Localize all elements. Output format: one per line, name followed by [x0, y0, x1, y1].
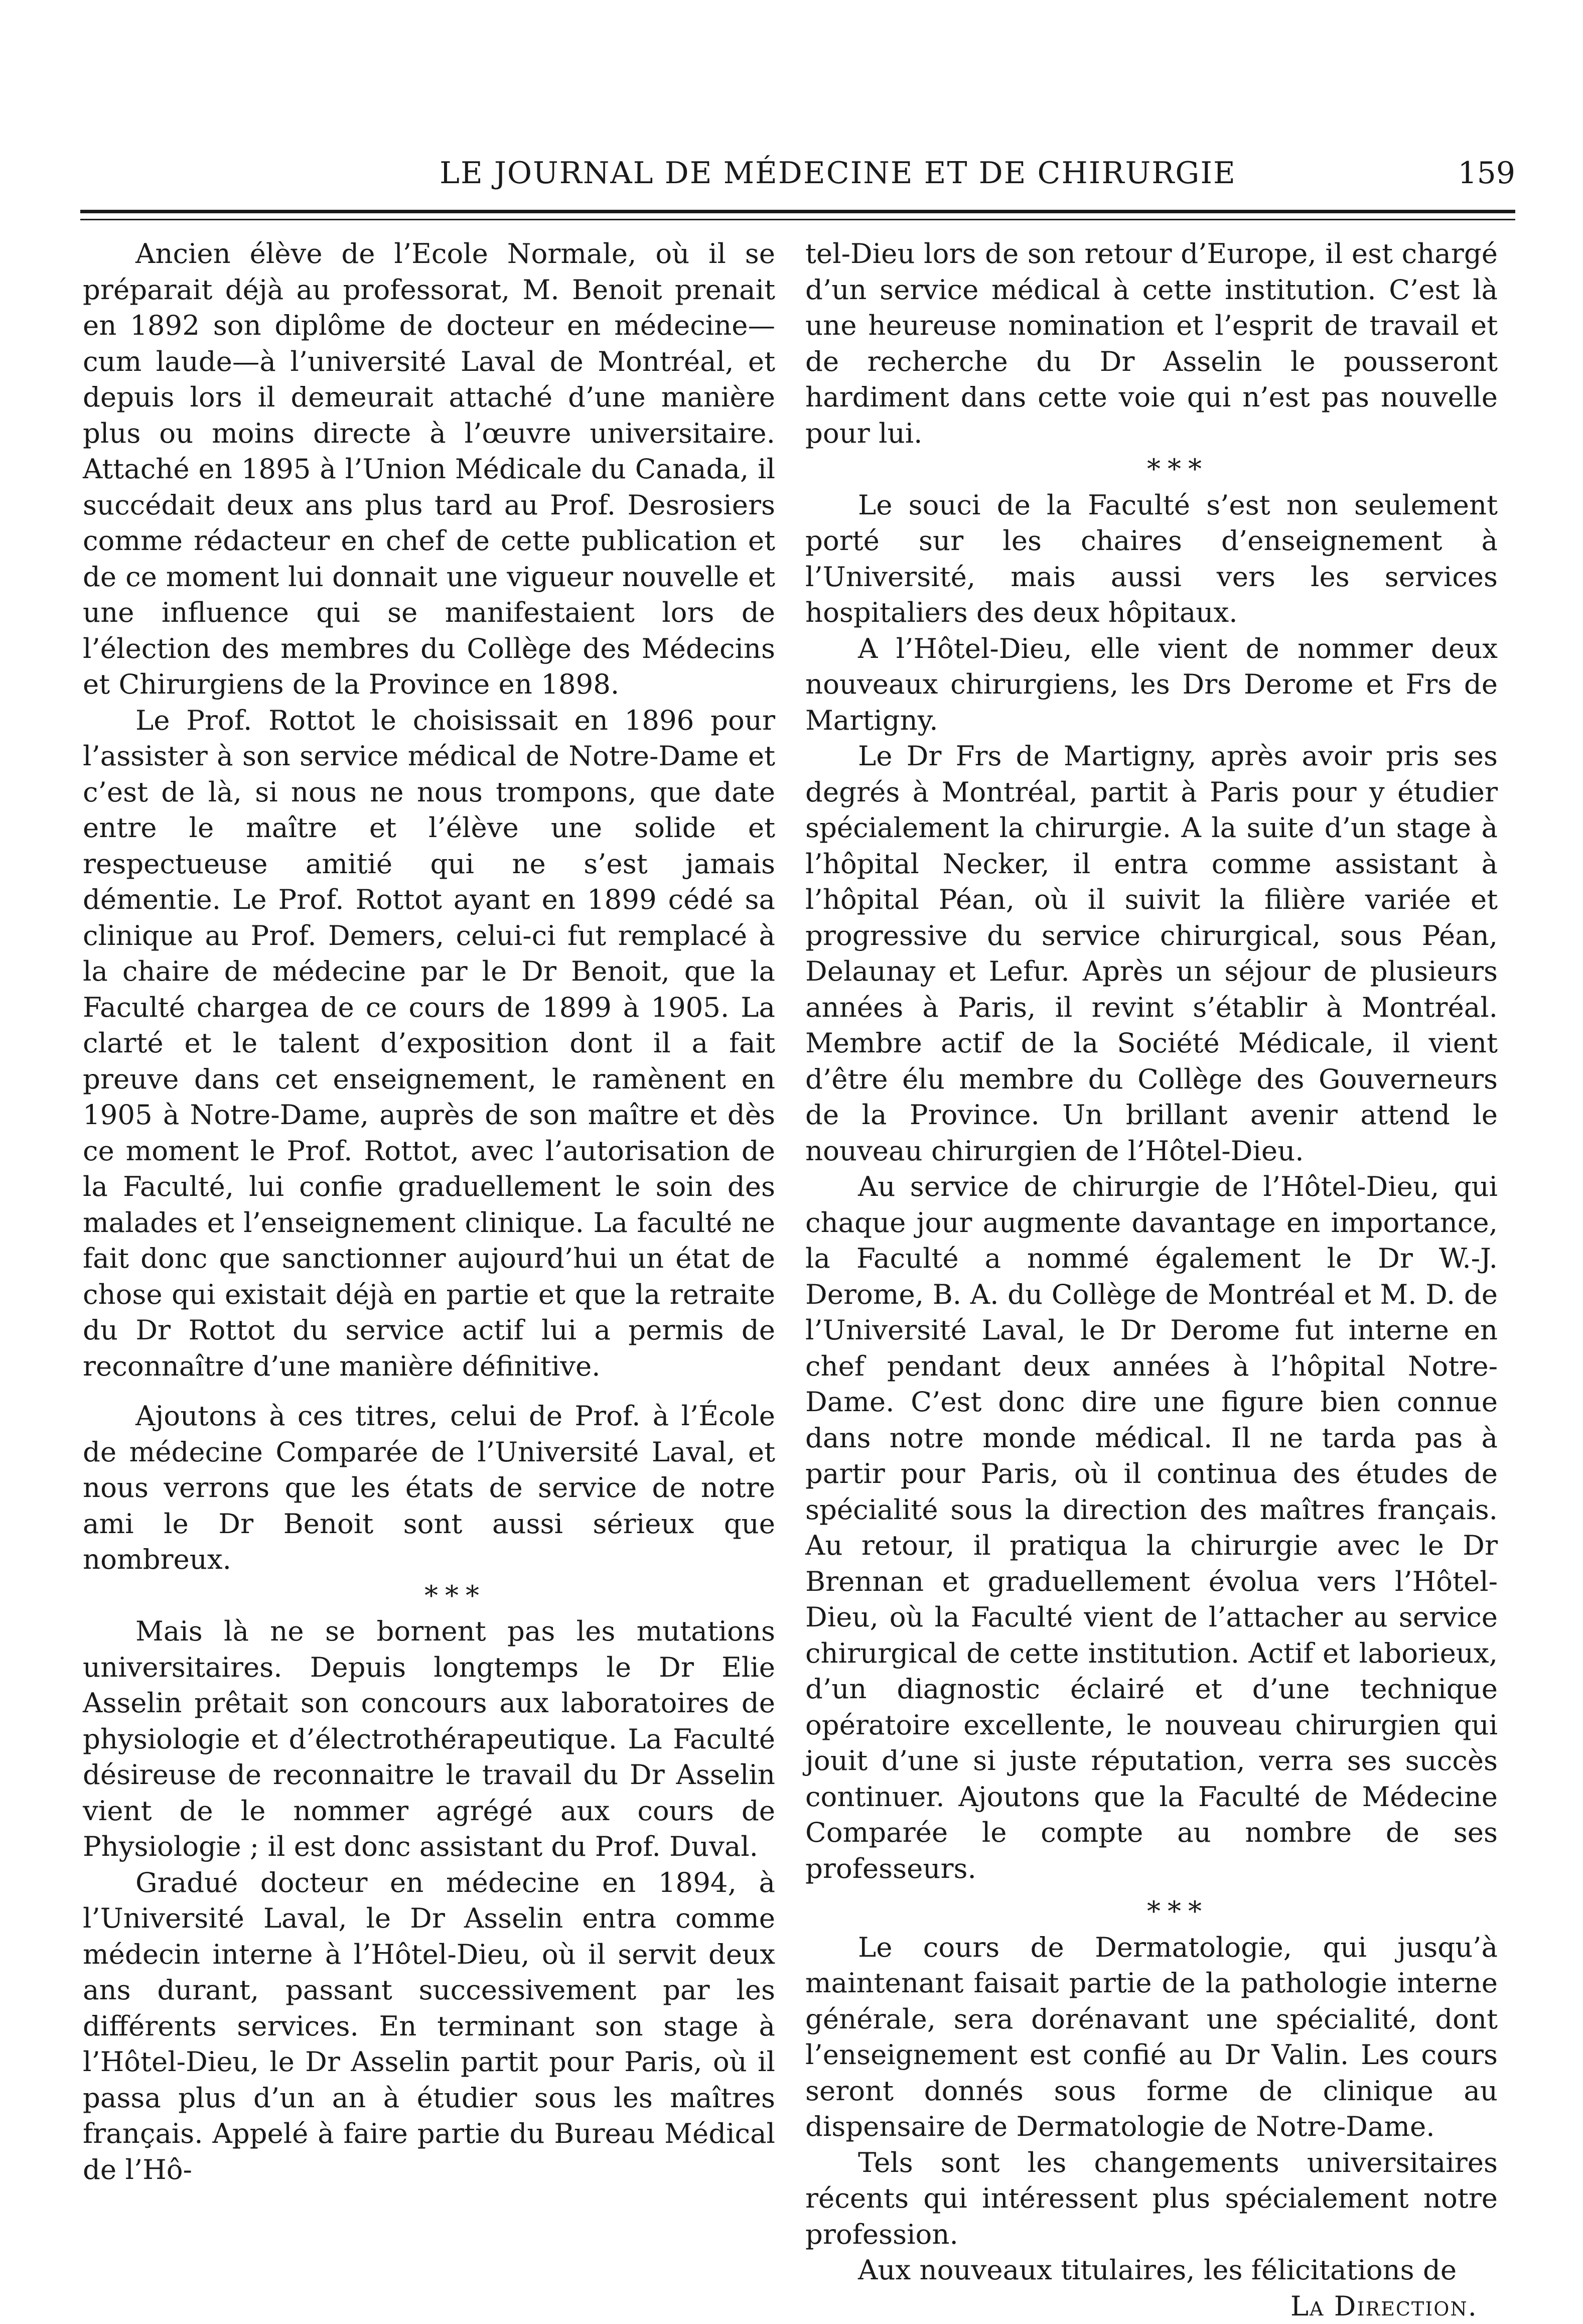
- paragraph-summary: Tels sont les changements universitaires récents qui intéressent plus spécialement notre profession.: [805, 2145, 1498, 2253]
- header-rule-thin: [80, 219, 1515, 220]
- paragraph-faculty-concern: Le souci de la Faculté s’est non seulement porté sur les chaires d’enseignement à l’Université, mais aussi vers les services hospitaliers des deux hôpitaux.: [805, 487, 1498, 631]
- paragraph-dermatology: Le cours de Dermatologie, qui jusqu’à maintenant faisait partie de la pathologie interne générale, sera dorénavant une spécialité, dont l’enseignement est confié au Dr Valin. Les cours seront donnés sous forme de clinique au dispensaire de Dermatologie de Notre-Dame.: [805, 1930, 1498, 2145]
- paragraph-titles: Ajoutons à ces titres, celui de Prof. à l’École de médecine Comparée de l’Université Laval, et nous verrons que les états de service de notre ami le Dr Benoit sont aussi sérieux que nombreux.: [83, 1398, 775, 1578]
- signature: La Direction.: [805, 2288, 1498, 2324]
- spacer: [83, 1384, 775, 1398]
- right-column: [805, 236, 1498, 2324]
- header-rule-thick: [80, 210, 1515, 213]
- paragraph-derome: Au service de chirurgie de l’Hôtel-Dieu, qui chaque jour augmente davantage en importance, la Faculté a nommé également le Dr W.-J. Derome, B. A. du Collège de Montréal et M. D. de l’Université Laval, le Dr Derome fut interne en chef pendant deux années à l’hôpital Notre-Dame. C’est donc dire une figure bien connue dans notre monde médical. Il ne tarda pas à partir pour Paris, où il continua des études de spécialité sous la direction des maîtres français. Au retour, il pratiqua la chirurgie avec le Dr Brennan et graduellement évolua vers l’Hôtel-Dieu, où la Faculté vient de l’attacher au service chirurgical de cette institution. Actif et laborieux, d’un diagnostic éclairé et d’une technique opératoire excellente, le nouveau chirurgien qui jouit d’une si juste réputation, verra ses succès continuer. Ajoutons que la Faculté de Médecine Comparée le compte au nombre de ses professeurs.: [805, 1169, 1498, 1886]
- paragraph-new-surgeons: A l’Hôtel-Dieu, elle vient de nommer deux nouveaux chirurgiens, les Drs Derome et Frs de Martigny.: [805, 631, 1498, 739]
- running-head: [80, 151, 1515, 196]
- journal-title: LE JOURNAL DE MÉDECINE ET DE CHIRURGIE: [411, 151, 1264, 196]
- paragraph-rottot-clinic: Le Prof. Rottot le choisissait en 1896 pour l’assister à son service médical de Notre-Dame et c’est de là, si nous ne nous trompons, que date entre le maître et l’élève une solide et respectueuse amitié qui ne s’est jamais démentie. Le Prof. Rottot ayant en 1899 cédé sa clinique au Prof. Demers, celui-ci fut remplacé à la chaire de médecine par le Dr Benoit, que la Faculté chargea de ce cours de 1899 à 1905. La clarté et le talent d’exposition dont il a fait preuve dans cet enseignement, le ramènent en 1905 à Notre-Dame, auprès de son maître et dès ce moment le Prof. Rottot, avec l’autorisation de la Faculté, lui confie graduellement le soin des malades et l’enseignement clinique. La faculté ne fait donc que sanctionner aujourd’hui un état de chose qui existait déjà en partie et que la retraite du Dr Rottot du service actif lui a permis de reconnaître d’une manière définitive.: [83, 703, 775, 1385]
- section-divider-asterisks: ***: [805, 451, 1498, 487]
- paragraph-asselin-career: Gradué docteur en médecine en 1894, à l’Université Laval, le Dr Asselin entra comme médecin interne à l’Hôtel-Dieu, où il servit deux ans durant, passant successivement par les différents services. En terminant son stage à l’Hôtel-Dieu, le Dr Asselin partit pour Paris, où il passa plus d’un an à étudier sous les maîtres français. Appelé à faire partie du Bureau Médical de l’Hô-: [83, 1865, 775, 2188]
- paragraph-asselin-continued: tel-Dieu lors de son retour d’Europe, il est chargé d’un service médical à cette institution. C’est là une heureuse nomination et l’esprit de travail et de recherche du Dr Asselin le pousseront hardiment dans cette voie qui n’est pas nouvelle pour lui.: [805, 236, 1498, 451]
- page-number: 159: [1458, 151, 1515, 196]
- left-column: [83, 236, 775, 2188]
- paragraph-congratulations: Aux nouveaux titulaires, les félicitations de: [805, 2252, 1498, 2288]
- section-divider-asterisks: ***: [83, 1578, 775, 1614]
- paragraph-benoit-career: Ancien élève de l’Ecole Normale, où il se préparait déjà au professorat, M. Benoit prenait en 1892 son diplôme de docteur en médecine—cum laude—à l’université Laval de Montréal, et depuis lors il demeurait attaché d’une manière plus ou moins directe à l’œuvre universitaire. Attaché en 1895 à l’Union Médicale du Canada, il succédait deux ans plus tard au Prof. Desrosiers comme rédacteur en chef de cette publication et de ce moment lui donnait une vigueur nouvelle et une influence qui se manifestaient lors de l’élection des membres du Collège des Médecins et Chirurgiens de la Province en 1898.: [83, 236, 775, 703]
- paragraph-asselin-intro: Mais là ne se bornent pas les mutations universitaires. Depuis longtemps le Dr Elie Asselin prêtait son concours aux laboratoires de physiologie et d’électrothérapeutique. La Faculté désireuse de reconnaitre le travail du Dr Asselin vient de le nommer agrégé aux cours de Physiologie ; il est donc assistant du Prof. Duval.: [83, 1613, 775, 1865]
- paragraph-martigny: Le Dr Frs de Martigny, après avoir pris ses degrés à Montréal, partit à Paris pour y étudier spécialement la chirurgie. A la suite d’un stage à l’hôpital Necker, il entra comme assistant à l’hôpital Péan, où il suivit la filière variée et progressive du service chirurgical, sous Péan, Delaunay et Lefur. Après un séjour de plusieurs années à Paris, il revint s’établir à Montréal. Membre actif de la Société Médicale, il vient d’être élu membre du Collège des Gouverneurs de la Province. Un brillant avenir attend le nouveau chirurgien de l’Hôtel-Dieu.: [805, 738, 1498, 1169]
- section-divider-asterisks: ***: [805, 1893, 1498, 1930]
